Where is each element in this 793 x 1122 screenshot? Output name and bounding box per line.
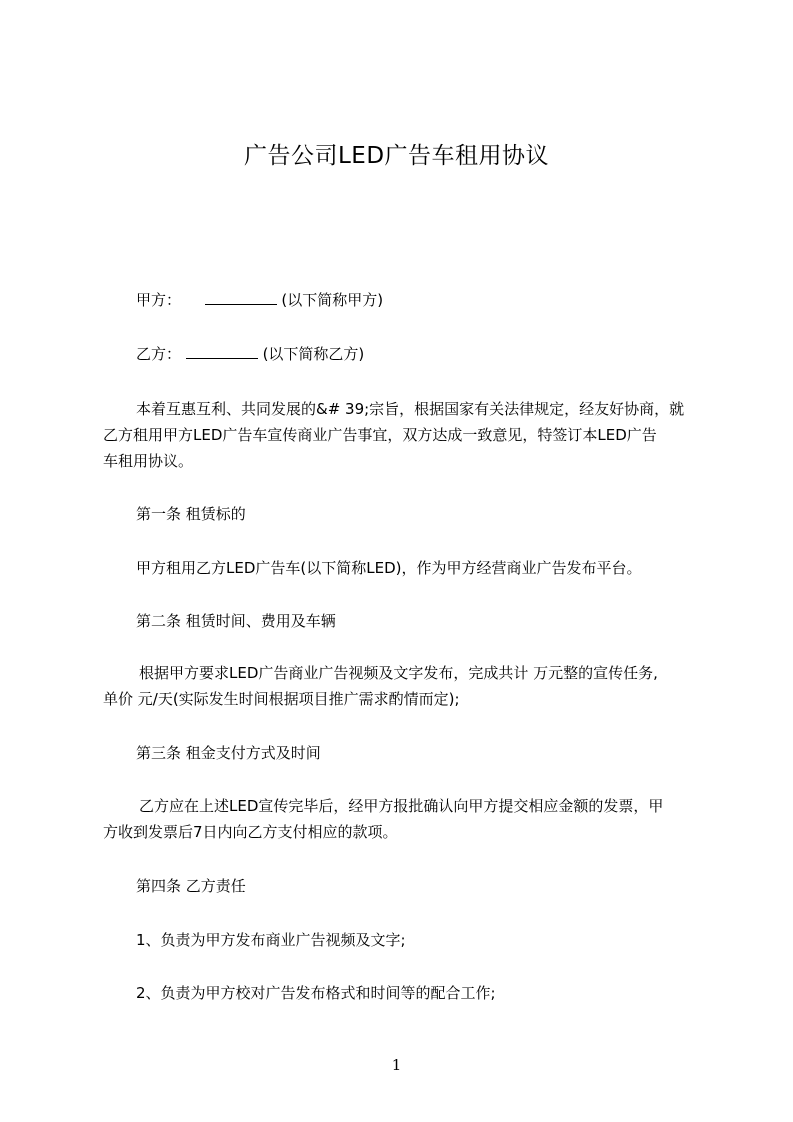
party-b-blank xyxy=(186,344,258,359)
article-2-line-1: 根据甲方要求LED广告商业广告视频及文字发布，完成共计 万元整的宣传任务, xyxy=(139,664,658,682)
document-title: 广告公司LED广告车租用协议 xyxy=(243,143,550,169)
party-a-label: 甲方： xyxy=(136,291,182,309)
article-2-line-2: 单价 元/天(实际发生时间根据项目推广需求酌情而定); xyxy=(103,690,460,708)
article-3-paragraph xyxy=(103,793,703,845)
article-4-item-1: 1、负责为甲方发布商业广告视频及文字; xyxy=(136,931,406,949)
article-3-line-1: 乙方应在上述LED宣传完毕后，经甲方报批确认向甲方提交相应金额的发票，甲 xyxy=(139,797,664,815)
article-3-heading: 第三条 租金支付方式及时间 xyxy=(136,744,321,762)
preamble-line-2: 乙方租用甲方LED广告车宣传商业广告事宜，双方达成一致意见，特签订本LED广告 xyxy=(103,426,657,444)
preamble-line-1: 本着互惠互利、共同发展的&# 39;宗旨，根据国家有关法律规定，经友好协商，就 xyxy=(136,400,685,418)
article-4-item-2: 2、负责为甲方校对广告发布格式和时间等的配合工作; xyxy=(136,984,496,1002)
party-b-suffix: (以下简称乙方) xyxy=(262,345,365,363)
party-a-line xyxy=(136,289,383,311)
article-2-paragraph xyxy=(103,660,703,712)
article-4-heading: 第四条 乙方责任 xyxy=(136,877,246,895)
party-a-suffix: (以下简称甲方) xyxy=(281,291,384,309)
preamble-paragraph xyxy=(103,396,703,474)
preamble-line-3: 车租用协议。 xyxy=(103,452,194,470)
party-b-line xyxy=(136,343,364,365)
article-2-heading: 第二条 租赁时间、费用及车辆 xyxy=(136,612,336,630)
article-1-body: 甲方租用乙方LED广告车(以下简称LED)，作为甲方经营商业广告发布平台。 xyxy=(136,559,642,577)
page-number: 1 xyxy=(391,1056,402,1074)
party-b-label: 乙方： xyxy=(136,345,182,363)
party-a-blank xyxy=(205,290,277,305)
article-3-line-2: 方收到发票后7日内向乙方支付相应的款项。 xyxy=(103,823,398,841)
article-1-heading: 第一条 租赁标的 xyxy=(136,505,246,523)
